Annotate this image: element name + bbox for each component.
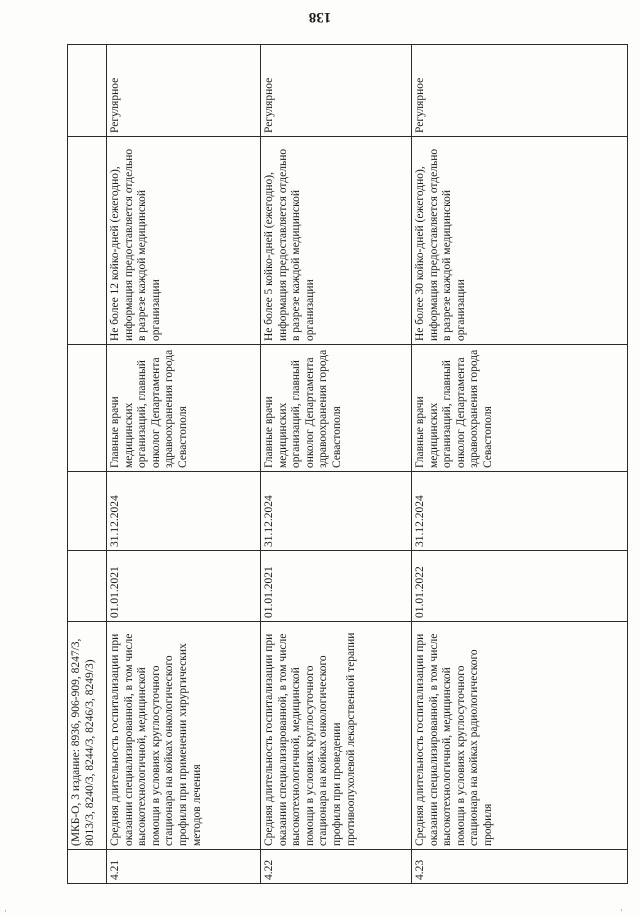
responsible-text: Главные врачи медицинских организаций, главный онколог Департамента здравоохранения города Севастополя bbox=[109, 349, 189, 468]
document-table bbox=[67, 44, 627, 884]
end-date: 31.12.2024 bbox=[109, 495, 121, 547]
row-number: 4.21 bbox=[109, 859, 121, 880]
target-text: Не более 30 койко-дней (ежегодно), информация предоставляется отдельно в разрезе каждой медицинской организации bbox=[414, 148, 467, 341]
indicator-text: Средняя длительность госпитализации при оказании специализированной, в том числе высокотехнологичной, медицинской помощи в условиях круглосуточного стационара на койках онкологического профиля при применении хирургических методов лечения bbox=[109, 633, 203, 846]
periodicity-text: Регулярное bbox=[414, 77, 426, 133]
end-date: 31.12.2024 bbox=[263, 495, 275, 547]
start-date: 01.01.2021 bbox=[263, 566, 275, 618]
row-number: 4.23 bbox=[414, 859, 426, 880]
continuation-text: (МКБ-О, 3 издание: 8936, 906-909, 8247/3, 8013/3, 8240/3, 8244/3, 8246/3, 8249/3) bbox=[70, 638, 96, 846]
target-text: Не более 12 койко-дней (ежегодно), информация предоставляется отдельно в разрезе каждой медицинской организации bbox=[109, 148, 162, 341]
page-number: 138 bbox=[308, 9, 332, 25]
indicator-text: Средняя длительность госпитализации при оказании специализированной, в том числе высокотехнологичной, медицинской помощи в условиях круглосуточного стационара на койках онкологического профиля при проведении противоопухолевой лекарственной терапии bbox=[263, 632, 357, 846]
indicator-text: Средняя длительность госпитализации при оказании специализированной, в том числе высокотехнологичной, медицинской помощи в условиях круглосуточного стационара на койках радиологического профиля bbox=[414, 633, 494, 846]
start-date: 01.01.2022 bbox=[414, 566, 426, 618]
target-text: Не более 5 койко-дней (ежегодно), информация предоставляется отдельно в разрезе каждой медицинской организации bbox=[263, 148, 316, 341]
scan-speck: · bbox=[4, 906, 7, 916]
responsible-text: Главные врачи медицинских организаций, главный онколог Департамента здравоохранения города Севастополя bbox=[263, 349, 343, 468]
periodicity-text: Регулярное bbox=[263, 77, 275, 133]
scan-speck: · bbox=[620, 905, 623, 915]
rotated-table-page bbox=[67, 44, 627, 884]
end-date: 31.12.2024 bbox=[414, 495, 426, 547]
periodicity-text: Регулярное bbox=[109, 77, 121, 133]
responsible-text: Главные врачи медицинских организаций, главный онколог Департамента здравоохранения города Севастополя bbox=[414, 349, 494, 468]
start-date: 01.01.2021 bbox=[109, 566, 121, 618]
row-number: 4.22 bbox=[263, 859, 275, 880]
